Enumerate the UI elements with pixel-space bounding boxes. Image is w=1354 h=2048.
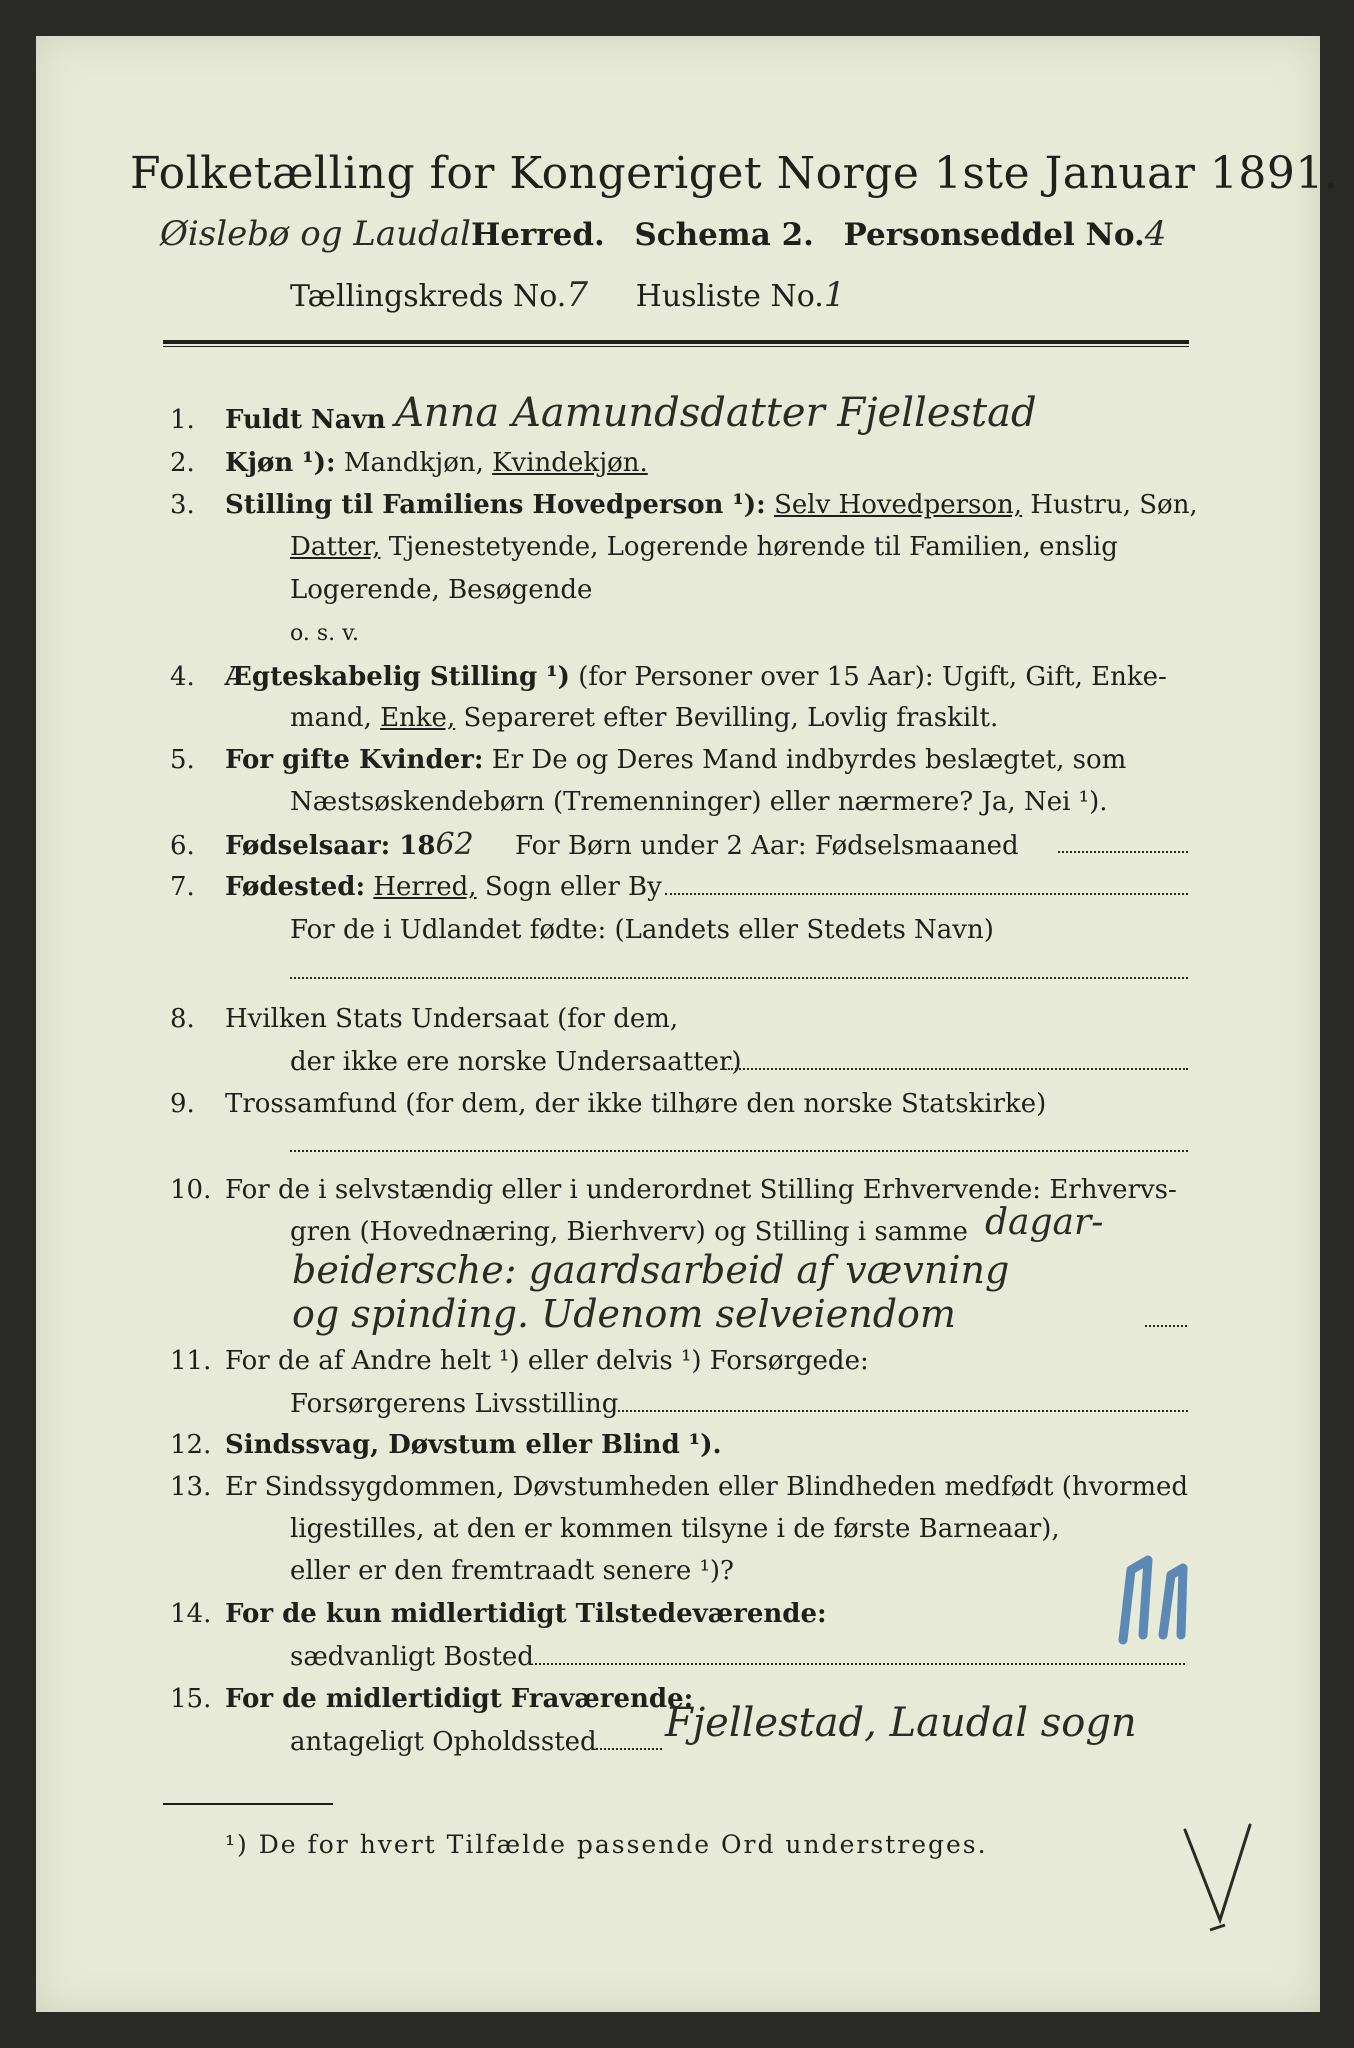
- question-13-line-2: ligestilles, at den er kommen tilsyne i de første Barneaar),: [290, 1514, 1060, 1544]
- question-number: 6.: [170, 831, 195, 861]
- residence-value: Fjellestad, Laudal sogn: [665, 1700, 1137, 1746]
- dotted-line: [728, 1068, 1188, 1070]
- dotted-line: [665, 893, 1188, 895]
- question-number: 13.: [170, 1472, 212, 1502]
- question-13: [170, 1471, 1188, 1503]
- option-mandkjon: Mandkjøn,: [343, 448, 484, 478]
- question-12: [170, 1429, 722, 1461]
- question-number: 14.: [170, 1599, 212, 1629]
- herred-label: Herred.: [470, 217, 605, 253]
- question-text: mand,: [290, 703, 372, 733]
- question-8: [170, 1003, 678, 1035]
- question-label: Stilling til Familiens Hovedperson ¹):: [225, 490, 766, 520]
- dotted-line: [290, 977, 1188, 979]
- question-number: 5.: [170, 745, 195, 775]
- question-number: 8.: [170, 1004, 195, 1034]
- question-text: Hustru, Søn,: [1030, 490, 1198, 520]
- dotted-line: [1058, 851, 1188, 853]
- question-label: Sindssvag, Døvstum eller Blind ¹).: [225, 1430, 722, 1460]
- footnote-divider: [163, 1803, 333, 1805]
- question-label: Fødested:: [225, 872, 366, 902]
- question-2: [170, 447, 648, 479]
- taellingskreds-label: Tællingskreds No.: [290, 279, 567, 314]
- header-divider: [163, 340, 1189, 344]
- question-text: Sogn eller By: [484, 872, 662, 902]
- question-text: Tjenestetyende, Logerende hørende til Familien, enslig: [388, 532, 1118, 562]
- question-label: For gifte Kvinder:: [225, 745, 484, 775]
- footnote: ¹) De for hvert Tilfælde passende Ord understreges.: [225, 1830, 988, 1859]
- question-3: [170, 489, 1198, 521]
- dotted-line: [290, 1150, 1188, 1152]
- question-1: [170, 404, 386, 436]
- question-15: [170, 1683, 693, 1715]
- personseddel-value: 4: [1144, 214, 1167, 254]
- question-label: Er Sindssygdommen, Døvstumheden eller Blindheden medfødt (hvormed: [225, 1472, 1189, 1502]
- question-label: For de midlertidigt Fraværende:: [225, 1684, 694, 1714]
- question-4-line-2: [290, 702, 998, 734]
- question-15-line-2: antageligt Opholdssted: [290, 1727, 597, 1757]
- husliste-value: 1: [823, 275, 846, 315]
- check-mark: [1180, 1820, 1260, 1940]
- husliste-label: Husliste No.: [635, 279, 824, 314]
- question-14-line-2: sædvanligt Bosted: [290, 1642, 534, 1672]
- question-number: 9.: [170, 1089, 195, 1119]
- question-number: 10.: [170, 1175, 212, 1205]
- question-number: 2.: [170, 448, 195, 478]
- question-11: [170, 1345, 869, 1377]
- question-5: [170, 744, 1126, 776]
- option-herred: Herred,: [373, 872, 477, 902]
- question-number: 7.: [170, 872, 195, 902]
- question-number: 3.: [170, 490, 195, 520]
- question-14: [170, 1598, 827, 1630]
- schema-label: Schema 2.: [634, 217, 814, 253]
- form-title: Folketælling for Kongeriget Norge 1ste Januar 1891.: [130, 148, 1339, 199]
- question-label: For de kun midlertidigt Tilstedeværende:: [225, 1599, 827, 1629]
- question-10-line-2: gren (Hovednæring, Bierhverv) og Stilling i samme: [290, 1217, 968, 1247]
- question-number: 4.: [170, 662, 195, 692]
- birth-year-value: 62: [435, 827, 474, 862]
- question-text: (for Personer over 15 Aar): Ugift, Gift, Enke-: [578, 662, 1167, 692]
- question-11-line-2: Forsørgerens Livsstilling: [290, 1389, 619, 1419]
- question-number: 12.: [170, 1430, 212, 1460]
- herred-value: Øislebø og Laudal: [160, 214, 471, 254]
- question-number: 1.: [170, 405, 195, 435]
- question-label: Ægteskabelig Stilling ¹): [225, 662, 570, 692]
- occupation-value-3: og spinding. Udenom selveiendom: [292, 1292, 956, 1336]
- question-label: Trossamfund (for dem, der ikke tilhøre den norske Statskirke): [225, 1089, 1047, 1119]
- question-number: 11.: [170, 1346, 212, 1376]
- dotted-line: [618, 1410, 1188, 1412]
- occupation-value-1: dagar-: [985, 1202, 1104, 1243]
- question-8-line-2: der ikke ere norske Undersaatter): [290, 1047, 742, 1077]
- question-label: Fuldt Navn: [225, 405, 386, 435]
- question-6: [170, 829, 1019, 862]
- option-kvindekjon: Kvindekjøn.: [492, 448, 648, 478]
- occupation-value-2: beidersche: gaardsarbeid af vævning: [292, 1248, 1010, 1292]
- blue-pencil-mark: [1103, 1540, 1213, 1660]
- question-5-line-2: Næstsøskendebørn (Tremenninger) eller nærmere? Ja, Nei ¹).: [290, 787, 1108, 817]
- question-label: Kjøn ¹):: [225, 448, 336, 478]
- dotted-line: [592, 1748, 662, 1750]
- full-name-value: Anna Aamundsdatter Fjellestad: [395, 390, 1037, 436]
- dotted-line: [535, 1663, 1185, 1665]
- question-7: [170, 871, 662, 903]
- question-3-line-3: Logerende, Besøgende: [290, 575, 593, 605]
- question-text: Separeret efter Bevilling, Lovlig fraskilt.: [463, 703, 999, 733]
- question-label: Fødselsaar: 18: [225, 831, 436, 861]
- taellingskreds-value: 7: [566, 275, 588, 315]
- personseddel-label: Personseddel No.: [843, 217, 1145, 253]
- question-label: For de af Andre helt ¹) eller delvis ¹) Forsørgede:: [225, 1346, 869, 1376]
- question-3-line-4: o. s. v.: [290, 621, 359, 646]
- question-text: For Børn under 2 Aar: Fødselsmaaned: [515, 831, 1019, 861]
- question-9: [170, 1088, 1046, 1120]
- header-divider-thin: [163, 346, 1189, 347]
- question-text: Er De og Deres Mand indbyrdes beslægtet, som: [491, 745, 1127, 775]
- question-4: [170, 661, 1167, 693]
- question-3-line-2: [290, 531, 1118, 563]
- option-datter: Datter,: [290, 532, 381, 562]
- dotted-line: [1145, 1325, 1187, 1327]
- question-13-line-3: eller er den fremtraadt senere ¹)?: [290, 1556, 734, 1586]
- question-7-line-2: For de i Udlandet fødte: (Landets eller Stedets Navn): [290, 915, 994, 945]
- question-label: For de i selvstændig eller i underordnet Stilling Erhvervende: Erhvervs-: [225, 1175, 1177, 1205]
- header-line-kreds: [290, 275, 845, 315]
- question-number: 15.: [170, 1684, 212, 1714]
- header-line-herred: [160, 214, 1166, 254]
- option-selv-hovedperson: Selv Hovedperson,: [774, 490, 1023, 520]
- question-label: Hvilken Stats Undersaat (for dem,: [225, 1004, 679, 1034]
- option-enke: Enke,: [380, 703, 456, 733]
